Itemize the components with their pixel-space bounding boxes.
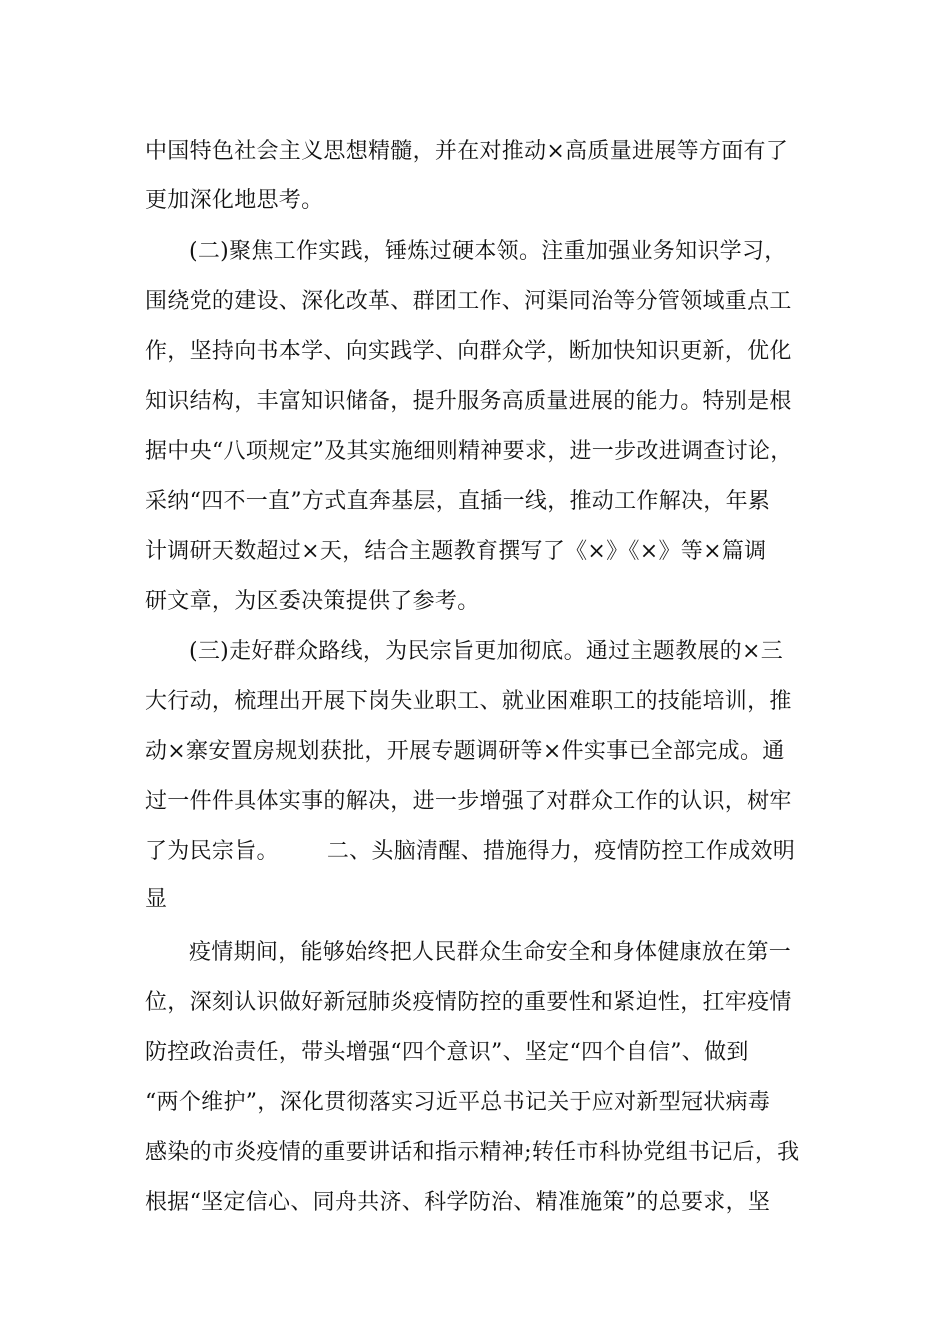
text-line: 防控政治责任，带头增强“四个意识”、坚定“四个自信”、做到 [145, 1040, 749, 1065]
text-line: 采纳“四不一直”方式直奔基层，直插一线，推动工作解决，年累 [145, 489, 771, 514]
text-line: 了为民宗旨。 [145, 839, 279, 864]
text-line: 动×寨安置房规划获批，开展专题调研等×件实事已全部完成。通 [145, 739, 785, 764]
text-line: 过一件件具体实事的解决，进一步增强了对群众工作的认识，树牢 [145, 789, 792, 814]
text-line: “两个维护”，深化贯彻落实习近平总书记关于应对新型冠状病毒 [145, 1090, 771, 1115]
text-line: 大行动，梳理出开展下岗失业职工、就业困难职工的技能培训，推 [145, 689, 792, 714]
text-line-with-heading [145, 837, 825, 867]
text-line: 研文章，为区委决策提供了参考。 [145, 589, 480, 614]
section-heading-3-paragraph-start: (三)走好群众路线，为民宗旨更加彻底。通过主题教展的×三 [189, 639, 784, 664]
text-line: 根据“坚定信心、同舟共济、科学防治、精准施策”的总要求，坚 [145, 1190, 771, 1215]
text-line: 更加深化地思考。 [145, 188, 324, 213]
text-line: 作，坚持向书本学、向实践学、向群众学，断加快知识更新，优化 [145, 339, 792, 364]
section-heading-two: 二、头脑清醒、措施得力，疫情防控工作成效明 [326, 839, 796, 864]
text-line: 位，深刻认识做好新冠肺炎疫情防控的重要性和紧迫性，扛牢疫情 [145, 990, 792, 1015]
text-line: 计调研天数超过×天，结合主题教育撰写了《×》《×》等×篇调 [145, 539, 767, 564]
paragraph-start: 疫情期间，能够始终把人民群众生命安全和身体健康放在第一 [189, 940, 792, 965]
text-line: 据中央“八项规定”及其实施细则精神要求，进一步改进调查讨论， [145, 439, 793, 464]
text-line: 感染的市炎疫情的重要讲话和指示精神;转任市科协党组书记后，我 [145, 1140, 800, 1165]
section-heading-2-paragraph-start: (二)聚焦工作实践，锤炼过硬本领。注重加强业务知识学习， [189, 239, 787, 264]
text-line: 知识结构，丰富知识储备，提升服务高质量进展的能力。特别是根 [145, 389, 792, 414]
section-heading-two-continuation: 显 [145, 887, 168, 912]
text-line: 围绕党的建设、深化改革、群团工作、河渠同治等分管领域重点工 [145, 289, 792, 314]
text-line: 中国特色社会主义思想精髓，并在对推动×高质量进展等方面有了 [145, 139, 789, 164]
